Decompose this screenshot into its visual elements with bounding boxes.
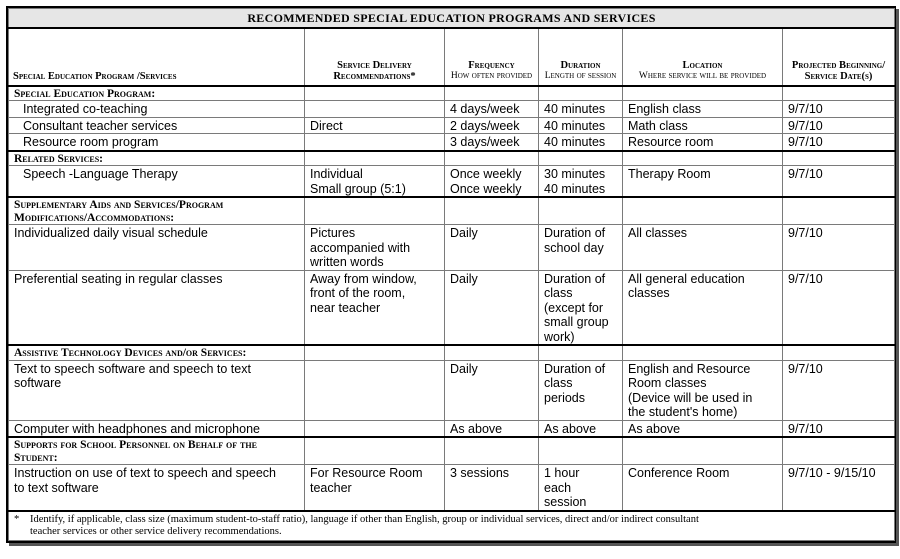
date-cell: 9/7/10	[783, 101, 895, 118]
location-cell: As above	[623, 420, 783, 437]
frequency-cell: 2 days/week	[445, 117, 539, 134]
footnote-line-1: Identify, if applicable, class size (maximum student-to-staff ratio), language if other than English, group or individual services, direct and/or indirect consultant	[30, 513, 699, 525]
table-row	[9, 225, 895, 271]
duration-cell: 40 minutes	[539, 117, 623, 134]
section-row-assistive	[9, 345, 895, 360]
duration-cell: Duration of class periods	[539, 360, 623, 420]
table-row	[9, 117, 895, 134]
program-cell: Preferential seating in regular classes	[9, 270, 305, 345]
table-row	[9, 360, 895, 420]
section-label: Related Services:	[9, 151, 305, 166]
header-date: Projected Beginning/ Service Date(s)	[783, 28, 895, 86]
program-cell: Resource room program	[9, 134, 305, 151]
date-cell: 9/7/10	[783, 360, 895, 420]
date-cell: 9/7/10	[783, 270, 895, 345]
location-cell: Conference Room	[623, 465, 783, 511]
section-label: Supplementary Aids and Services/Program Modifications/Accommodations:	[9, 197, 305, 225]
section-label: Supports for School Personnel on Behalf of the Student:	[9, 437, 305, 465]
location-cell: Resource room	[623, 134, 783, 151]
footnote	[9, 511, 895, 541]
table-title-row	[9, 9, 895, 28]
delivery-cell: Individual Small group (5:1)	[305, 166, 445, 198]
section-label: Assistive Technology Devices and/or Services:	[9, 345, 305, 360]
delivery-cell: Away from window, front of the room, near teacher	[305, 270, 445, 345]
date-cell: 9/7/10	[783, 134, 895, 151]
frequency-cell: As above	[445, 420, 539, 437]
duration-cell: 30 minutes 40 minutes	[539, 166, 623, 198]
header-delivery: Service Delivery Recommendations*	[305, 28, 445, 86]
iep-services-document	[6, 6, 896, 543]
frequency-cell: 4 days/week	[445, 101, 539, 118]
program-cell: Instruction on use of text to speech and speech to text software	[9, 465, 305, 511]
date-cell: 9/7/10	[783, 225, 895, 271]
frequency-cell: Daily	[445, 360, 539, 420]
table-title: RECOMMENDED SPECIAL EDUCATION PROGRAMS AND SERVICES	[9, 9, 895, 28]
section-row-related	[9, 151, 895, 166]
header-program: Special Education Program /Services	[9, 28, 305, 86]
frequency-cell: 3 sessions	[445, 465, 539, 511]
program-cell: Computer with headphones and microphone	[9, 420, 305, 437]
footnote-line-2: teacher services or other service delivery recommendations.	[30, 525, 282, 537]
program-cell: Integrated co-teaching	[9, 101, 305, 118]
frequency-cell: Once weekly Once weekly	[445, 166, 539, 198]
header-frequency: Frequency How often provided	[445, 28, 539, 86]
location-cell: All general education classes	[623, 270, 783, 345]
duration-cell: 40 minutes	[539, 101, 623, 118]
duration-cell: 1 hour each session	[539, 465, 623, 511]
program-cell: Individualized daily visual schedule	[9, 225, 305, 271]
duration-cell: As above	[539, 420, 623, 437]
program-cell: Consultant teacher services	[9, 117, 305, 134]
location-cell: English and Resource Room classes (Device will be used in the student's home)	[623, 360, 783, 420]
frequency-cell: Daily	[445, 270, 539, 345]
program-cell: Text to speech software and speech to text software	[9, 360, 305, 420]
column-header-row	[9, 28, 895, 86]
table-row	[9, 420, 895, 437]
delivery-cell: Pictures accompanied with written words	[305, 225, 445, 271]
footnote-row	[9, 511, 895, 541]
program-cell: Speech -Language Therapy	[9, 166, 305, 198]
section-row-supplementary	[9, 197, 895, 225]
table-row	[9, 166, 895, 198]
date-cell: 9/7/10	[783, 117, 895, 134]
delivery-cell: For Resource Room teacher	[305, 465, 445, 511]
table-row	[9, 101, 895, 118]
section-label: Special Education Program:	[9, 86, 305, 101]
delivery-cell	[305, 420, 445, 437]
footnote-star: *	[14, 513, 20, 525]
delivery-cell: Direct	[305, 117, 445, 134]
delivery-cell	[305, 360, 445, 420]
duration-cell: 40 minutes	[539, 134, 623, 151]
services-table	[8, 8, 895, 541]
header-location: Location Where service will be provided	[623, 28, 783, 86]
section-row-personnel	[9, 437, 895, 465]
location-cell: Math class	[623, 117, 783, 134]
duration-cell: Duration of school day	[539, 225, 623, 271]
section-row-special-ed	[9, 86, 895, 101]
location-cell: Therapy Room	[623, 166, 783, 198]
date-cell: 9/7/10	[783, 166, 895, 198]
delivery-cell	[305, 134, 445, 151]
frequency-cell: 3 days/week	[445, 134, 539, 151]
duration-cell: Duration of class (except for small group work)	[539, 270, 623, 345]
table-row	[9, 270, 895, 345]
delivery-cell	[305, 101, 445, 118]
date-cell: 9/7/10 - 9/15/10	[783, 465, 895, 511]
table-row	[9, 134, 895, 151]
date-cell: 9/7/10	[783, 420, 895, 437]
location-cell: English class	[623, 101, 783, 118]
table-row	[9, 465, 895, 511]
location-cell: All classes	[623, 225, 783, 271]
frequency-cell: Daily	[445, 225, 539, 271]
header-duration: Duration Length of session	[539, 28, 623, 86]
